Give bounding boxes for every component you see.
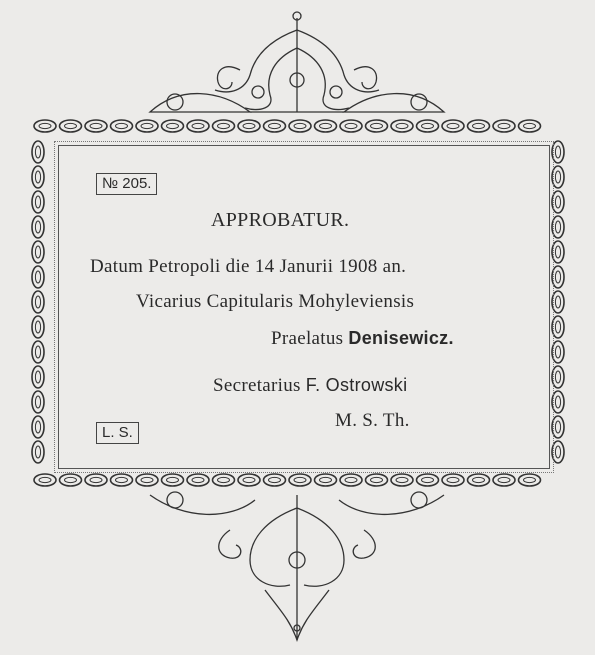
chain-link <box>289 474 311 486</box>
chain-link <box>162 120 184 132</box>
chain-link <box>32 216 44 238</box>
chain-link <box>417 474 439 486</box>
prelate-name: Denisewicz. <box>348 328 454 348</box>
prelate-prefix: Praelatus <box>271 328 344 349</box>
secretary-line <box>213 375 407 397</box>
chain-link <box>32 391 44 413</box>
chain-link <box>366 120 388 132</box>
chain-link <box>213 474 235 486</box>
chain-link <box>32 366 44 388</box>
date-line: Datum Petropoli die 14 Janurii 1908 an. <box>90 256 407 277</box>
chain-link <box>32 166 44 188</box>
chain-link <box>264 474 286 486</box>
chain-link <box>264 120 286 132</box>
chain-link <box>187 120 209 132</box>
chain-link <box>468 474 490 486</box>
chain-link <box>111 120 133 132</box>
chain-link <box>519 474 541 486</box>
chain-link <box>213 120 235 132</box>
number-tag: № 205. <box>96 173 157 195</box>
chain-link <box>315 120 337 132</box>
chain-link <box>442 474 464 486</box>
chain-link <box>60 474 82 486</box>
chain-link <box>32 316 44 338</box>
secretary-title: M. S. Th. <box>335 410 410 431</box>
chain-link <box>493 474 515 486</box>
bottom-crest-ornament <box>150 492 444 640</box>
secretary-name: F. Ostrowski <box>305 375 408 395</box>
chain-link <box>493 120 515 132</box>
seal-tag: L. S. <box>96 422 139 444</box>
chain-link <box>32 241 44 263</box>
chain-link <box>136 120 158 132</box>
chain-link <box>187 474 209 486</box>
chain-link <box>34 120 56 132</box>
chain-link <box>111 474 133 486</box>
chain-link <box>32 341 44 363</box>
chain-link <box>468 120 490 132</box>
chain-link <box>340 120 362 132</box>
heading: APPROBATUR. <box>211 209 350 231</box>
chain-link <box>417 120 439 132</box>
chain-link <box>238 474 260 486</box>
chain-link <box>340 474 362 486</box>
chain-link <box>442 120 464 132</box>
chain-link <box>32 141 44 163</box>
chain-link <box>315 474 337 486</box>
chain-link <box>85 120 107 132</box>
chain-link <box>32 191 44 213</box>
chain-link <box>32 441 44 463</box>
chain-link <box>60 120 82 132</box>
chain-link <box>391 474 413 486</box>
chain-link <box>391 120 413 132</box>
chain-link <box>32 291 44 313</box>
chain-link <box>519 120 541 132</box>
chain-link <box>85 474 107 486</box>
chain-link <box>162 474 184 486</box>
chain-link <box>34 474 56 486</box>
top-crest-ornament <box>150 12 444 112</box>
chain-link <box>238 120 260 132</box>
prelate-line <box>271 328 454 350</box>
chain-link <box>32 416 44 438</box>
chain-link <box>366 474 388 486</box>
chain-link <box>136 474 158 486</box>
secretary-prefix: Secretarius <box>213 375 301 396</box>
chain-link <box>32 266 44 288</box>
chain-link <box>289 120 311 132</box>
vicar-line: Vicarius Capitularis Mohyleviensis <box>136 291 415 312</box>
